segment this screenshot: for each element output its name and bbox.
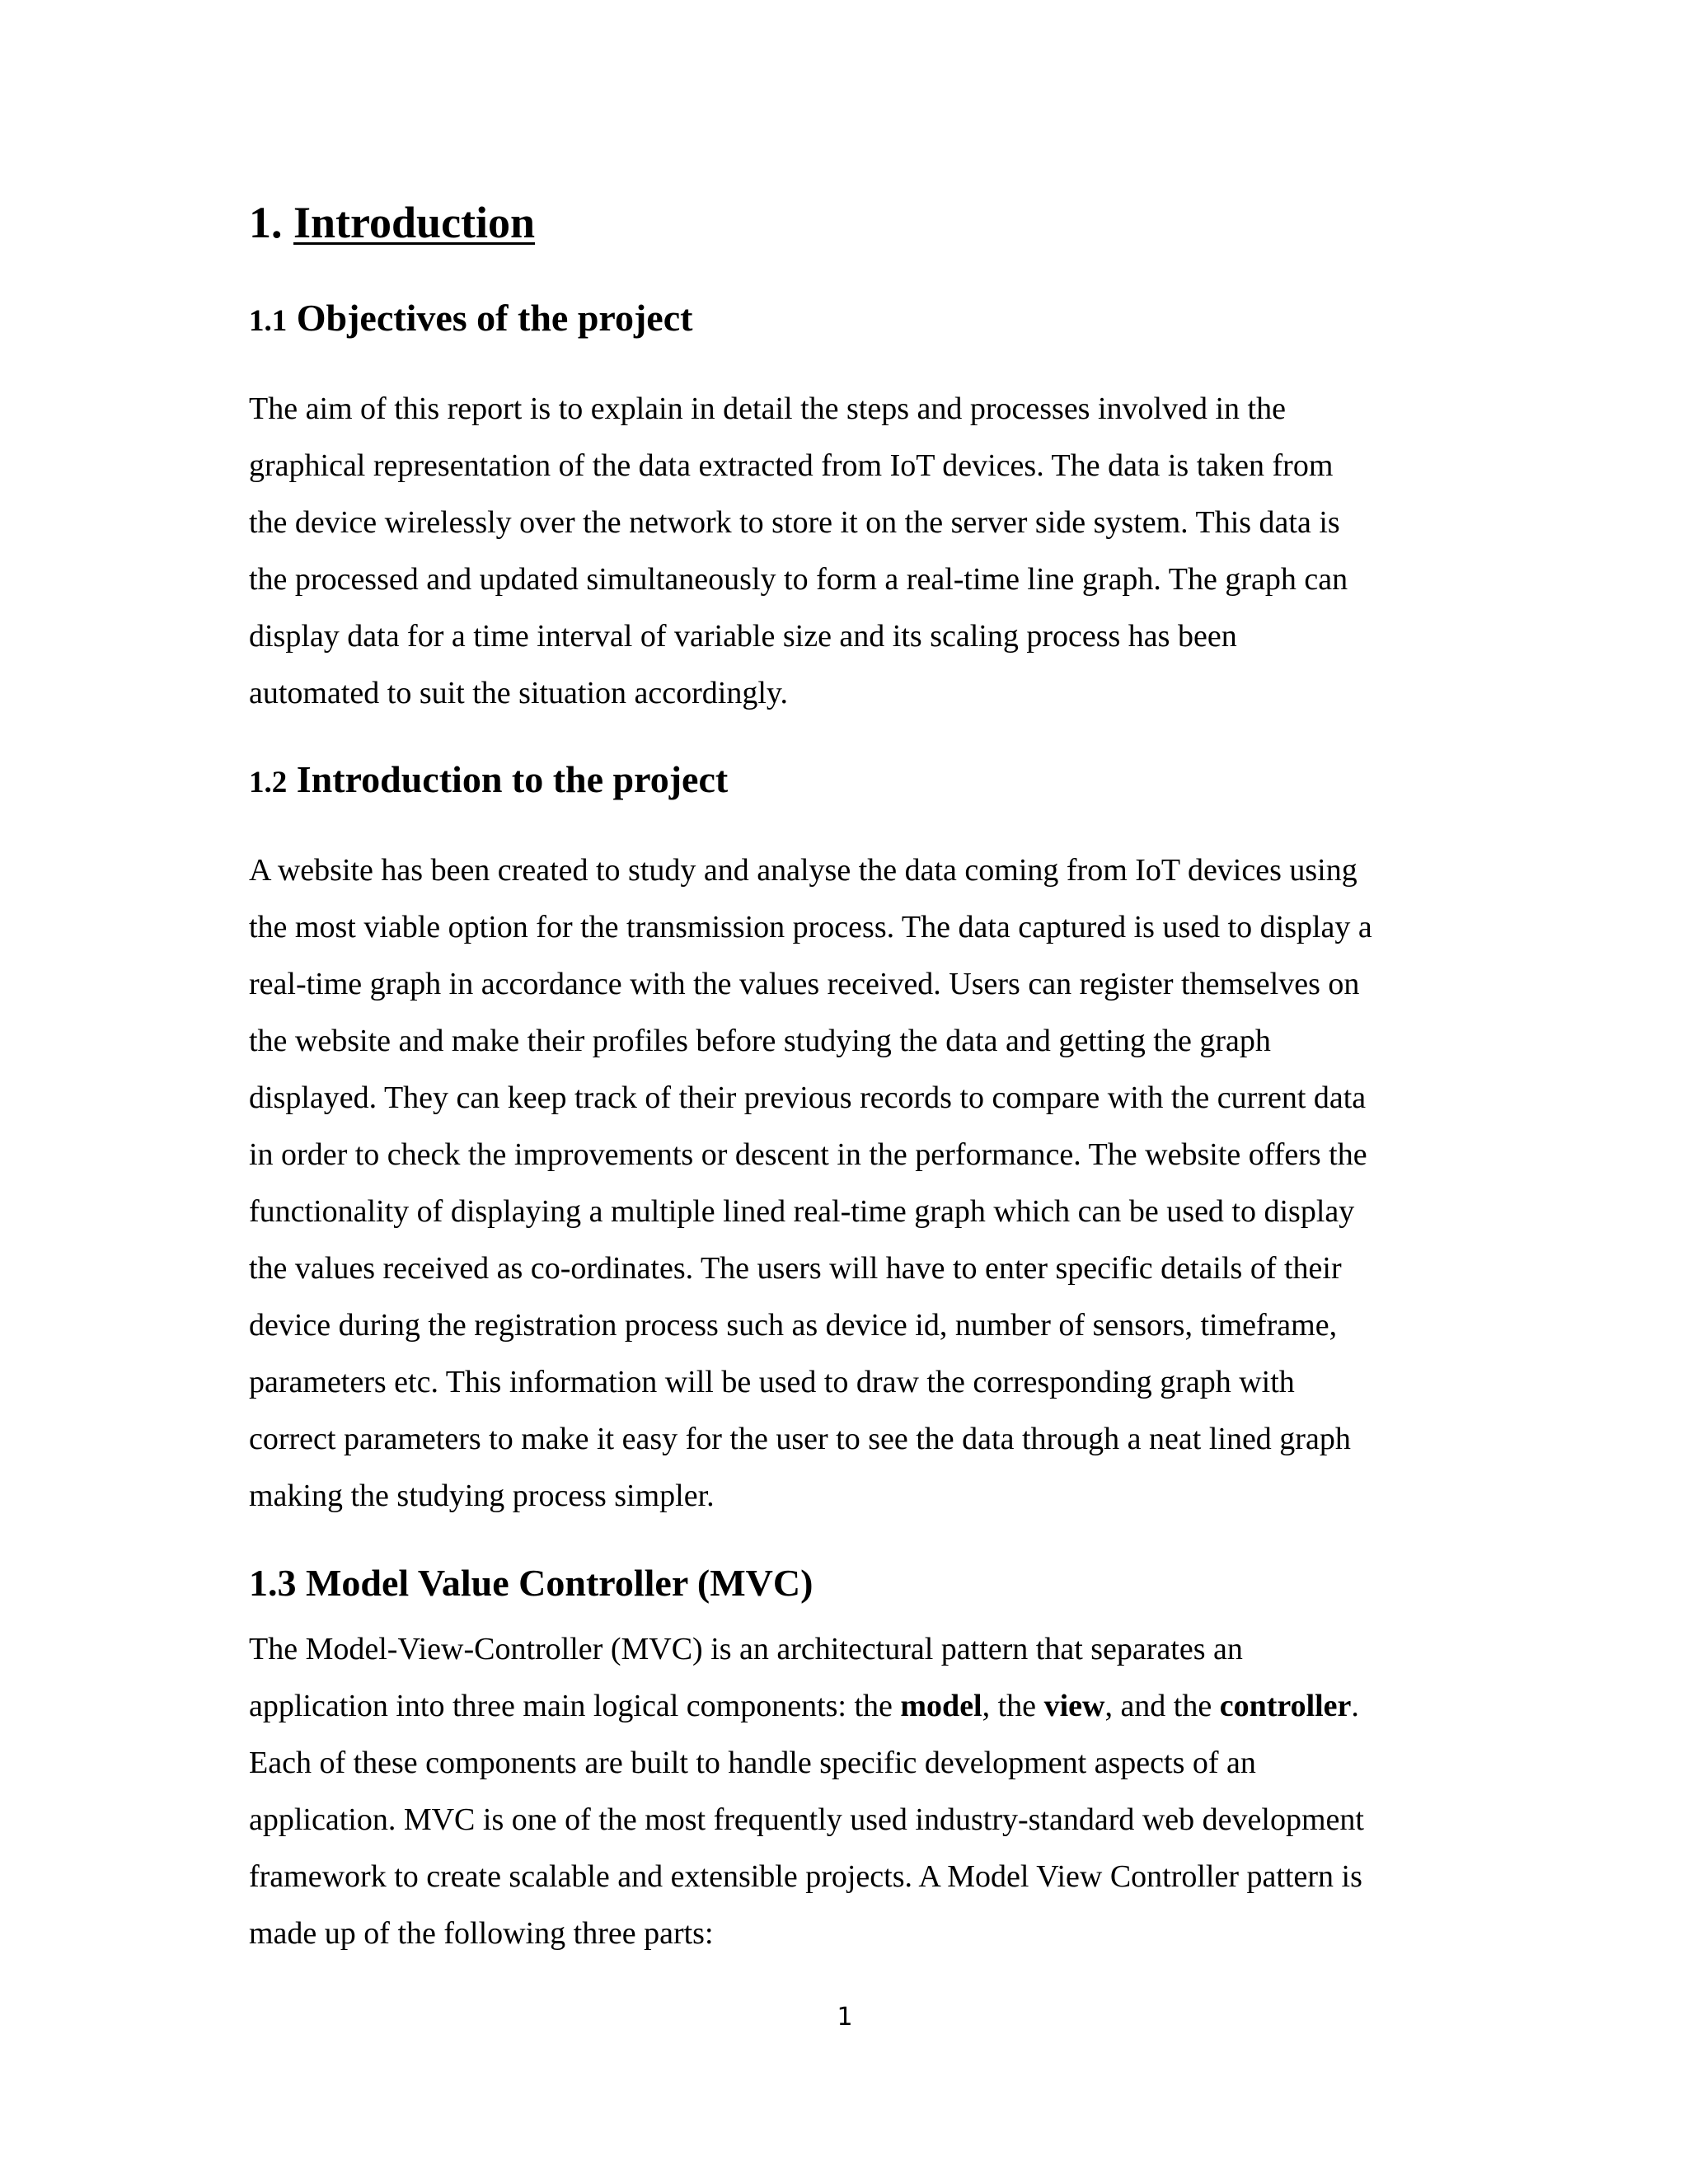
section-heading-1-2 (249, 757, 728, 806)
text-line: The Model-View-Controller (MVC) is an architectural pattern that separates an (249, 1632, 1243, 1666)
section-number: 1.1 (249, 304, 288, 338)
section-1-2-paragraph (249, 842, 1436, 1525)
text-segment: application into three main logical components: the (249, 1689, 901, 1723)
bold-term-model: model (900, 1689, 982, 1723)
section-number: 1.2 (249, 766, 288, 799)
text-line: The aim of this report is to explain in detail the steps and processes involved in the (249, 391, 1286, 426)
text-line: the processed and updated simultaneously to form a real-time line graph. The graph can (249, 562, 1348, 597)
chapter-number: 1. (249, 198, 283, 247)
text-line: functionality of displaying a multiple lined real-time graph which can be used to display (249, 1194, 1355, 1229)
text-line: the website and make their profiles before studying the data and getting the graph (249, 1024, 1271, 1058)
text-segment: , and the (1104, 1689, 1220, 1723)
text-segment: . (1351, 1689, 1359, 1723)
text-line: parameters etc. This information will be used to draw the corresponding graph with (249, 1365, 1295, 1399)
section-title: Objectives of the project (296, 297, 693, 339)
text-line: correct parameters to make it easy for the user to see the data through a neat lined graph (249, 1422, 1351, 1456)
text-segment: , the (982, 1689, 1044, 1723)
text-line-with-bold-terms (249, 1678, 1436, 1735)
text-line: A website has been created to study and analyse the data coming from IoT devices using (249, 853, 1357, 888)
text-line: automated to suit the situation accordingly. (249, 676, 788, 710)
section-1-1-paragraph (249, 381, 1436, 722)
text-line: in order to check the improvements or descent in the performance. The website offers the (249, 1137, 1367, 1172)
chapter-title: Introduction (293, 198, 536, 247)
section-title: Introduction to the project (296, 758, 729, 800)
section-title: Model Value Controller (MVC) (306, 1562, 814, 1604)
text-line: framework to create scalable and extensible projects. A Model View Controller pattern is (249, 1859, 1362, 1894)
text-line: making the studying process simpler. (249, 1479, 715, 1513)
chapter-heading (249, 198, 535, 247)
text-line: real-time graph in accordance with the values received. Users can register themselves on (249, 967, 1360, 1001)
bold-term-view: view (1043, 1689, 1105, 1723)
text-line: displayed. They can keep track of their previous records to compare with the current data (249, 1080, 1367, 1115)
text-line: graphical representation of the data extracted from IoT devices. The data is taken from (249, 448, 1334, 483)
text-line: Each of these components are built to handle specific development aspects of an (249, 1746, 1256, 1780)
section-number: 1.3 (249, 1562, 297, 1604)
text-line: the device wirelessly over the network to store it on the server side system. This data is (249, 505, 1340, 540)
text-line: display data for a time interval of variable size and its scaling process has been (249, 619, 1237, 654)
page-number: 1 (837, 2003, 853, 2032)
text-line: the most viable option for the transmission process. The data captured is used to display a (249, 910, 1372, 944)
section-heading-1-1 (249, 295, 692, 344)
text-line: the values received as co-ordinates. The users will have to enter specific details of their (249, 1251, 1342, 1286)
bold-term-controller: controller (1219, 1689, 1352, 1723)
section-1-3-paragraph (249, 1621, 1436, 1962)
text-line: device during the registration process such as device id, number of sensors, timeframe, (249, 1308, 1338, 1343)
text-line: made up of the following three parts: (249, 1916, 714, 1951)
text-line: application. MVC is one of the most frequently used industry-standard web development (249, 1802, 1364, 1837)
section-heading-1-3 (249, 1560, 813, 1606)
